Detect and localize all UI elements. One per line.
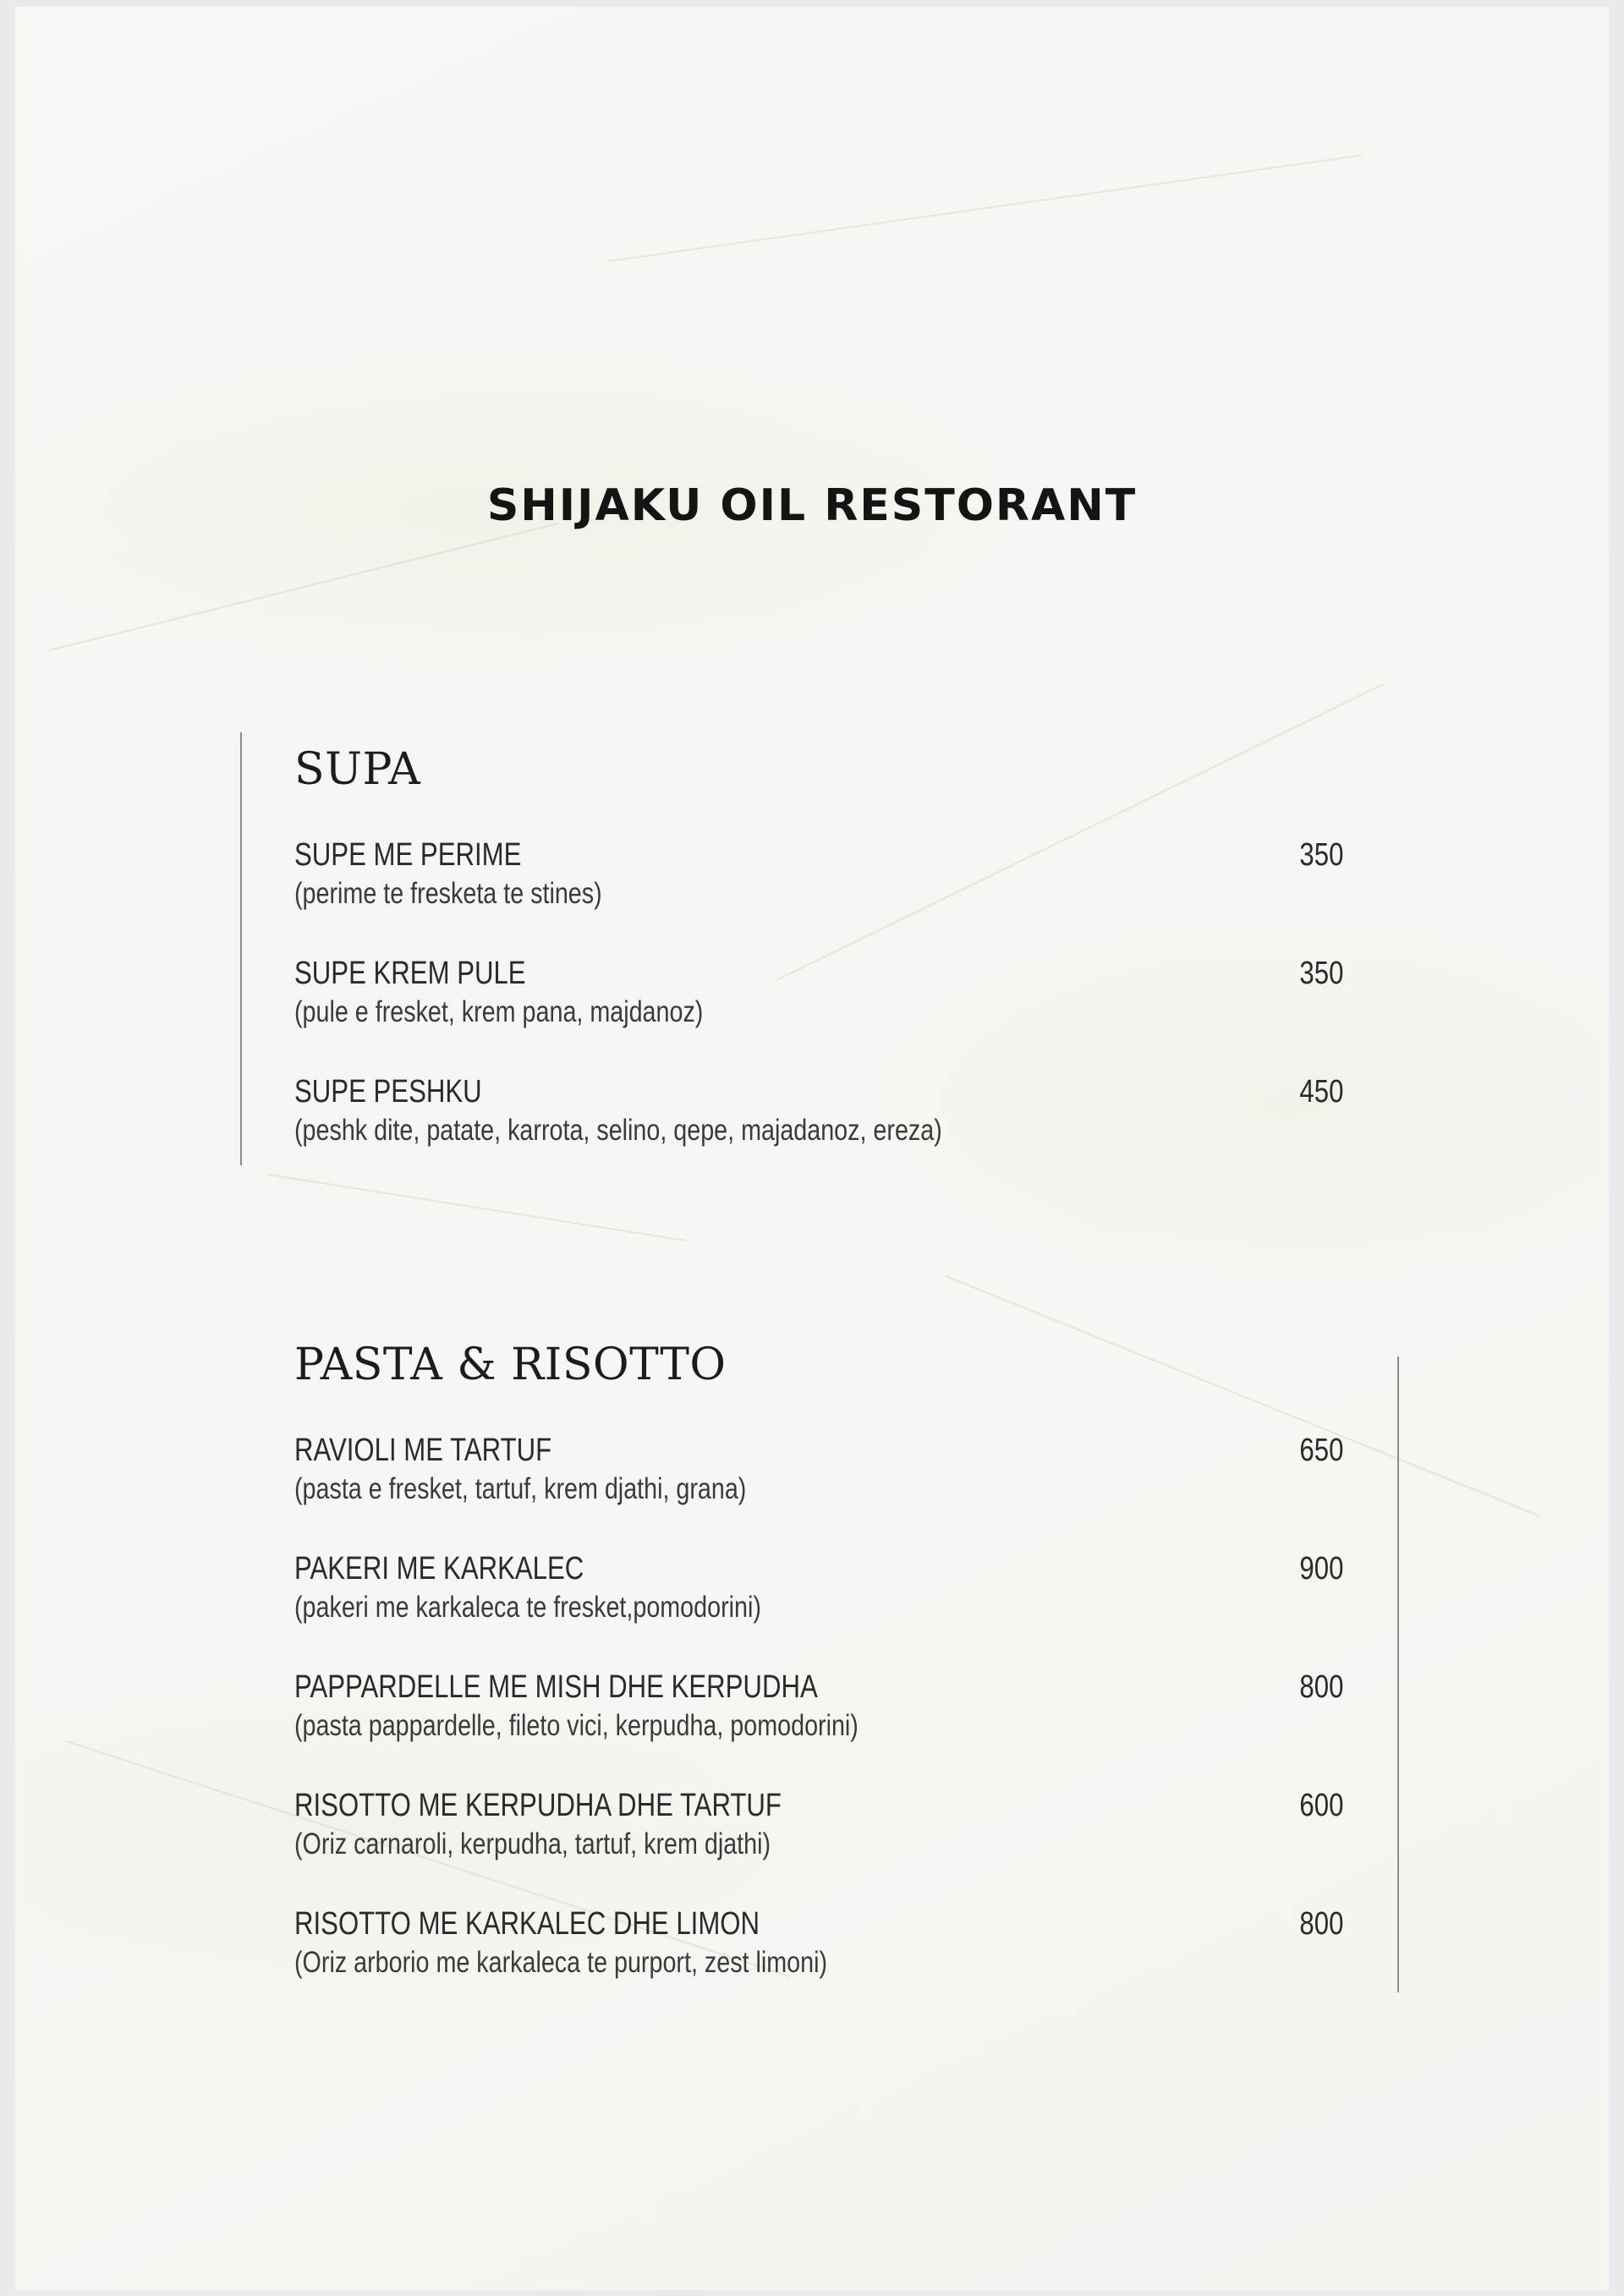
section-heading-supa: SUPA [294,744,421,795]
item-description: (pasta e fresket, tartuf, krem djathi, grana) [294,1472,747,1505]
item-name: RAVIOLI ME TARTUF [294,1433,552,1468]
item-price: 450 [1299,1074,1343,1110]
item-description: (peshk dite, patate, karrota, selino, qepe, majadanoz, ereza) [294,1114,942,1147]
menu-item [294,836,1343,913]
item-price: 350 [1299,837,1343,873]
menu-item [294,1786,1343,1864]
item-description: (pakeri me karkaleca te fresket,pomodorini) [294,1591,761,1624]
item-price: 600 [1299,1788,1343,1823]
item-price: 800 [1299,1906,1343,1942]
marble-vein [607,155,1362,262]
item-price: 650 [1299,1433,1343,1468]
item-name: RISOTTO ME KERPUDHA DHE TARTUF [294,1788,782,1823]
section-divider-right [1397,1356,1399,1992]
item-name: SUPE KREM PULE [294,956,526,991]
item-description: (Oriz carnaroli, kerpudha, tartuf, krem djathi) [294,1827,771,1860]
restaurant-title: SHIJAKU OIL RESTORANT [486,480,1138,531]
marble-vein [269,1174,687,1241]
section-divider-left [240,732,242,1165]
item-description: (pule e fresket, krem pana, majdanoz) [294,995,704,1028]
item-price: 350 [1299,956,1343,991]
item-description: (Oriz arborio me karkaleca te purport, zest limoni) [294,1946,828,1979]
menu-item [294,1668,1343,1745]
menu-item [294,1431,1343,1509]
section-heading-pasta-risotto: PASTA & RISOTTO [294,1340,727,1390]
item-description: (perime te fresketa te stines) [294,877,602,910]
item-price: 900 [1299,1551,1343,1586]
item-name: SUPE ME PERIME [294,837,522,873]
menu-item [294,1549,1343,1627]
item-name: RISOTTO ME KARKALEC DHE LIMON [294,1906,760,1942]
item-price: 800 [1299,1669,1343,1705]
item-name: PAPPARDELLE ME MISH DHE KERPUDHA [294,1669,818,1705]
item-name: SUPE PESHKU [294,1074,482,1110]
menu-item [294,954,1343,1032]
menu-item [294,1072,1343,1150]
menu-page [15,7,1609,2290]
marble-vein [49,523,558,651]
item-name: PAKERI ME KARKALEC [294,1551,584,1586]
item-description: (pasta pappardelle, fileto vici, kerpudha, pomodorini) [294,1709,859,1742]
marble-vein [776,682,1385,980]
menu-item [294,1904,1343,1982]
